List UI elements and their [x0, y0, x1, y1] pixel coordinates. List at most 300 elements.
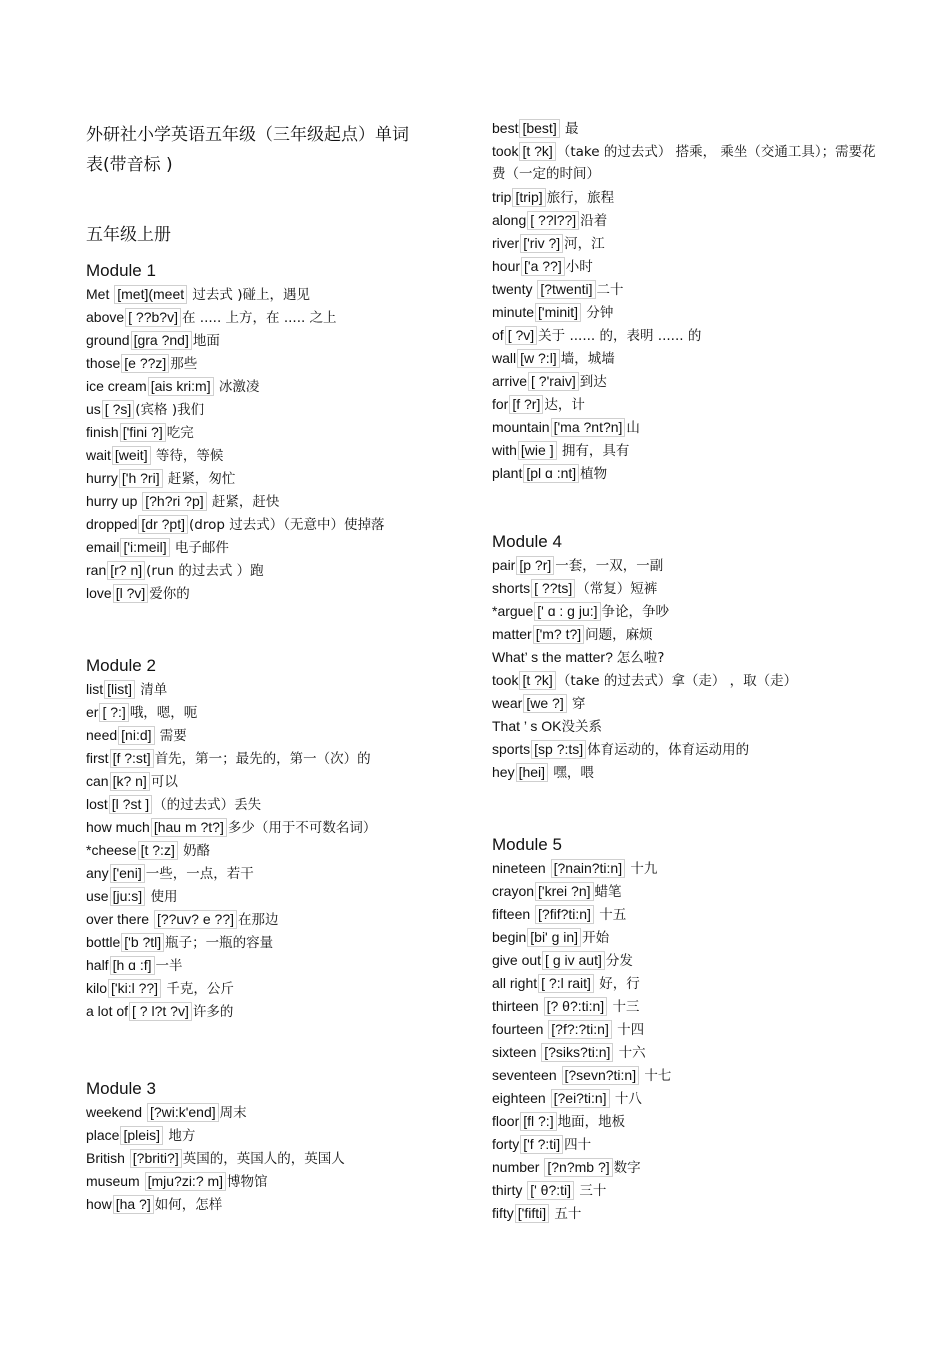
entry-meaning: 十五: [594, 907, 627, 923]
entry-phonetic: [?briti?]: [130, 1149, 182, 1168]
entry-phonetic: ['i:meil]: [120, 538, 169, 557]
entry-meaning: 怎么啦?: [616, 650, 665, 666]
entry-word: arrive: [492, 373, 528, 389]
entry-meaning: 四十: [564, 1137, 592, 1153]
entry-meaning: 河，江: [564, 236, 605, 252]
entry-word: give out: [492, 952, 542, 968]
vocab-entry: [86, 445, 466, 466]
vocab-entry: [86, 514, 466, 535]
entry-meaning: 瓶子；一瓶的容量: [165, 935, 274, 951]
entry-word: thirteen: [492, 998, 543, 1014]
entry-meaning: 过去式 )碰上，遇见: [188, 287, 310, 303]
vocab-entry: [492, 463, 882, 484]
vocab-entry: [86, 771, 466, 792]
entry-phonetic: [?h?ri ?p]: [142, 492, 206, 511]
vocab-list: [492, 858, 882, 1224]
vocab-entry: [86, 955, 466, 976]
entry-meaning: （take 的过去式）拿（走） ，取（走）: [556, 673, 798, 689]
entry-word: for: [492, 396, 509, 412]
entry-meaning: 清单: [136, 682, 168, 698]
vocab-entry: [492, 371, 882, 392]
entry-phonetic: [ ? l?t ?v]: [129, 1002, 192, 1021]
entry-phonetic: [r? n]: [107, 561, 145, 580]
entry-word: how much: [86, 819, 150, 835]
entry-phonetic: [weit]: [112, 446, 151, 465]
entry-phonetic: [ ?'raiv]: [528, 372, 579, 391]
vocab-entry: [492, 1019, 882, 1040]
vocab-entry: [492, 904, 882, 925]
module-heading: Module 1: [86, 261, 156, 280]
vocab-entry: [86, 468, 466, 489]
entry-word: ground: [86, 332, 130, 348]
entry-phonetic: [list]: [104, 680, 135, 699]
vocab-entry: [86, 1125, 466, 1146]
entry-phonetic: ['h ?ri]: [119, 469, 163, 488]
vocab-entry: [86, 330, 466, 351]
entry-phonetic: [mju?zi:? m]: [145, 1172, 226, 1191]
entry-phonetic: ['m? t?]: [533, 625, 584, 644]
module-3-continued: [492, 118, 882, 486]
entry-phonetic: ['f ?:ti]: [520, 1135, 563, 1154]
vocab-entry: [492, 348, 882, 369]
entry-meaning: 旅行，旅程: [546, 190, 615, 206]
entry-meaning: 使用: [146, 889, 178, 905]
entry-meaning: 可以: [150, 774, 178, 790]
entry-word: us: [86, 401, 101, 417]
vocab-entry: [492, 578, 882, 599]
entry-word: nineteen: [492, 860, 550, 876]
entry-word: along: [492, 212, 527, 228]
entry-meaning: 沿着: [580, 213, 608, 229]
entry-meaning: 周末: [219, 1105, 247, 1121]
vocab-entry: [492, 1157, 882, 1178]
vocab-entry: [492, 881, 882, 902]
entry-phonetic: ['krei ?n]: [535, 882, 593, 901]
entry-word: number: [492, 1159, 544, 1175]
entry-meaning: (run 的过去式 ）跑: [146, 563, 264, 579]
entry-phonetic: [hau m ?t?]: [151, 818, 227, 837]
entry-word: mountain: [492, 419, 550, 435]
vocab-entry: [86, 1194, 466, 1215]
entry-meaning: 电子邮件: [170, 540, 229, 556]
module-3: [86, 1078, 466, 1217]
entry-meaning: 到达: [579, 374, 607, 390]
vocab-entry: [492, 858, 882, 879]
vocab-entry: [492, 716, 882, 737]
vocab-entry: [492, 1088, 882, 1109]
vocab-entry: [492, 1065, 882, 1086]
vocab-entry: [492, 670, 882, 691]
vocab-entry: [86, 794, 466, 815]
vocab-entry: [492, 762, 882, 783]
entry-phonetic: [ais kri:m]: [148, 377, 214, 396]
entry-phonetic: [ ?v]: [505, 326, 537, 345]
vocab-entry: [492, 417, 882, 438]
vocab-entry: [492, 279, 882, 300]
vocab-entry: [86, 1171, 466, 1192]
entry-meaning: （take 的过去式） 搭乘， 乘坐（交通工具）；需要花费（一定的时间）: [492, 144, 876, 182]
vocab-entry: [86, 702, 466, 723]
entry-word: er: [86, 704, 99, 720]
entry-phonetic: [?n?mb ?]: [544, 1158, 612, 1177]
entry-phonetic: [pl ɑ :nt]: [523, 464, 579, 483]
grade-subtitle: 五年级上册: [86, 225, 171, 245]
entry-phonetic: [?fif?ti:n]: [535, 905, 594, 924]
vocab-entry: [492, 1203, 882, 1224]
entry-phonetic: [pleis]: [120, 1126, 163, 1145]
module-1: [86, 260, 466, 606]
vocab-entry: [492, 624, 882, 645]
vocab-entry: [86, 978, 466, 999]
entry-phonetic: [f ?r]: [509, 395, 543, 414]
entry-word: ice cream: [86, 378, 147, 394]
entry-phonetic: [' ɑ : g ju:]: [534, 602, 600, 621]
entry-phonetic: [?sevn?ti:n]: [562, 1066, 640, 1085]
vocab-entry: [492, 118, 882, 139]
entry-phonetic: [ ??b?v]: [125, 308, 181, 327]
entry-meaning: 关于 ...... 的，表明 ...... 的: [538, 328, 702, 344]
entry-phonetic: [fl ?:]: [520, 1112, 556, 1131]
entry-phonetic: [best]: [519, 119, 559, 138]
entry-meaning: 爱你的: [149, 586, 190, 602]
entry-meaning: 分钟: [582, 305, 614, 321]
entry-word: *argue: [492, 603, 534, 619]
vocab-entry: [492, 256, 882, 277]
entry-word: love: [86, 585, 112, 601]
entry-word: all right: [492, 975, 538, 991]
entry-word: river: [492, 235, 520, 251]
entry-meaning: 体育运动的，体育运动用的: [587, 742, 750, 758]
entry-meaning: 奶酪: [178, 843, 211, 859]
module-4: [492, 531, 882, 785]
vocab-entry: [492, 927, 882, 948]
entry-phonetic: [ju:s]: [110, 887, 146, 906]
entry-word: a lot of: [86, 1003, 129, 1019]
entry-phonetic: ['riv ?]: [520, 234, 563, 253]
entry-meaning: 那些: [170, 356, 198, 372]
entry-word: fourteen: [492, 1021, 548, 1037]
vocab-list: [492, 118, 882, 484]
entry-word: trip: [492, 189, 512, 205]
entry-word: wall: [492, 350, 517, 366]
entry-meaning: 赶紧，赶快: [207, 494, 280, 510]
vocab-list: [86, 284, 466, 604]
vocab-entry: [86, 376, 466, 397]
entry-word: floor: [492, 1113, 520, 1129]
entry-meaning: 等待，等候: [151, 448, 224, 464]
vocab-entry: [86, 909, 466, 930]
entry-phonetic: [' θ?:ti]: [527, 1181, 574, 1200]
vocab-entry: [492, 996, 882, 1017]
vocab-entry: [492, 210, 882, 231]
vocab-entry: [492, 187, 882, 208]
entry-word: how: [86, 1196, 112, 1212]
entry-meaning: 嘿，喂: [549, 765, 594, 781]
entry-meaning: (宾格 )我们: [135, 402, 205, 418]
vocab-entry: [86, 1001, 466, 1022]
entry-meaning: 一些，一点，若干: [145, 866, 254, 882]
entry-meaning: 十七: [640, 1068, 672, 1084]
vocab-entry: [86, 817, 466, 838]
entry-phonetic: ['fifti]: [515, 1204, 549, 1223]
entry-meaning: 十八: [610, 1091, 642, 1107]
vocab-entry: [492, 394, 882, 415]
entry-meaning: 二十: [596, 282, 624, 298]
entry-phonetic: [?f?:?ti:n]: [548, 1020, 612, 1039]
entry-meaning: 吃完: [166, 425, 194, 441]
vocab-entry: [86, 1148, 466, 1169]
entry-meaning: 哦，嗯，呃: [129, 705, 198, 721]
entry-meaning: 分发: [605, 953, 633, 969]
entry-meaning: 十九: [626, 861, 658, 877]
vocab-entry: [492, 440, 882, 461]
entry-meaning: 最: [560, 121, 579, 137]
vocab-entry: [492, 973, 882, 994]
entry-word: eighteen: [492, 1090, 550, 1106]
entry-meaning: 五十: [550, 1206, 582, 1222]
entry-word: That ’ s OK: [492, 718, 562, 734]
vocab-entry: [492, 233, 882, 254]
vocab-entry: [492, 950, 882, 971]
entry-word: *cheese: [86, 842, 137, 858]
entry-phonetic: [t ?k]: [519, 142, 555, 161]
entry-meaning: 一半: [155, 958, 183, 974]
vocab-entry: [492, 693, 882, 714]
entry-word: weekend: [86, 1104, 146, 1120]
entry-word: thirty: [492, 1182, 527, 1198]
entry-word: kilo: [86, 980, 108, 996]
entry-word: need: [86, 727, 118, 743]
vocab-entry: [86, 307, 466, 328]
entry-word: seventeen: [492, 1067, 561, 1083]
entry-phonetic: [k? n]: [110, 772, 150, 791]
vocab-list: [86, 679, 466, 1022]
entry-word: half: [86, 957, 109, 973]
entry-meaning: 千克，公斤: [162, 981, 234, 997]
vocab-entry: [86, 863, 466, 884]
entry-meaning: 首先，第一；最先的，第一（次）的: [154, 751, 371, 767]
entry-phonetic: ['b ?tl]: [121, 933, 164, 952]
entry-word: took: [492, 143, 519, 159]
module-heading: Module 3: [86, 1079, 156, 1098]
entry-word: took: [492, 672, 519, 688]
vocab-entry: [492, 739, 882, 760]
entry-word: can: [86, 773, 109, 789]
module-2: [86, 655, 466, 1024]
entry-phonetic: [ha ?]: [113, 1195, 154, 1214]
vocab-entry: [86, 583, 466, 604]
entry-word: British: [86, 1150, 129, 1166]
entry-word: Met: [86, 286, 114, 302]
module-heading: Module 5: [492, 835, 562, 854]
entry-meaning: 开始: [582, 930, 610, 946]
vocab-entry: [86, 840, 466, 861]
vocab-entry: [86, 886, 466, 907]
entry-word: any: [86, 865, 109, 881]
entry-meaning: 十四: [612, 1022, 645, 1038]
entry-word: lost: [86, 796, 108, 812]
entry-meaning: 穿: [567, 696, 586, 712]
entry-meaning: 蜡笔: [594, 884, 622, 900]
entry-word: ran: [86, 562, 107, 578]
vocab-entry: [492, 555, 882, 576]
entry-word: of: [492, 327, 504, 343]
entry-phonetic: [l ?st ]: [109, 795, 152, 814]
entry-phonetic: [h ɑ :f]: [110, 956, 155, 975]
entry-phonetic: [met](meet: [114, 285, 187, 304]
entry-word: hurry up: [86, 493, 142, 509]
entry-meaning: 小时: [565, 259, 593, 275]
entry-meaning: 英国的，英国人的，英国人: [182, 1151, 345, 1167]
entry-meaning: 需要: [155, 728, 187, 744]
entry-meaning: (drop 过去式）（无意中）使掉落: [188, 517, 385, 533]
entry-word: hey: [492, 764, 515, 780]
entry-word: over there: [86, 911, 153, 927]
entry-word: begin: [492, 929, 527, 945]
entry-phonetic: [hei]: [516, 763, 548, 782]
vocab-entry: [492, 1180, 882, 1201]
entry-word: sports: [492, 741, 531, 757]
entry-meaning: 地面: [192, 333, 220, 349]
vocab-entry: [86, 748, 466, 769]
vocab-entry: [86, 491, 466, 512]
entry-phonetic: [l ?v]: [113, 584, 149, 603]
entry-phonetic: [f ?:st]: [110, 749, 154, 768]
entry-phonetic: [ ??l??]: [527, 211, 579, 230]
entry-word: best: [492, 120, 519, 136]
entry-meaning: 十三: [608, 999, 640, 1015]
vocab-entry: [492, 302, 882, 323]
entry-phonetic: [??uv? e ??]: [154, 910, 237, 929]
entry-meaning: 一套，一双，一副: [555, 558, 664, 574]
vocab-entry: [86, 284, 466, 305]
vocab-entry: [86, 725, 466, 746]
vocab-entry: [86, 399, 466, 420]
entry-word: hurry: [86, 470, 118, 486]
entry-word: plant: [492, 465, 523, 481]
entry-word: forty: [492, 1136, 520, 1152]
vocab-list: [492, 555, 882, 783]
entry-phonetic: [bi' ɡ in]: [527, 928, 581, 947]
entry-meaning: 地面，地板: [557, 1114, 626, 1130]
entry-meaning: 地方: [164, 1128, 196, 1144]
entry-meaning: 植物: [580, 466, 608, 482]
vocab-entry: [86, 560, 466, 581]
entry-meaning: 在那边: [238, 912, 279, 928]
entry-meaning: 如何，怎样: [154, 1197, 223, 1213]
entry-phonetic: ['a ??]: [521, 257, 565, 276]
vocab-entry: [86, 932, 466, 953]
entry-meaning: 在 ..... 上方，在 ..... 之上: [181, 310, 337, 326]
entry-phonetic: ['fini ?]: [120, 423, 166, 442]
entry-word: hour: [492, 258, 521, 274]
entry-meaning: 数字: [613, 1160, 641, 1176]
entry-phonetic: [?wi:k'end]: [147, 1103, 219, 1122]
entry-phonetic: [ ɡ iv aut]: [542, 951, 605, 970]
entry-meaning: 许多的: [192, 1004, 234, 1020]
entry-word: with: [492, 442, 517, 458]
entry-phonetic: [t ?k]: [519, 671, 555, 690]
entry-phonetic: [ni:d]: [118, 726, 154, 745]
entry-meaning: 山: [626, 420, 640, 436]
entry-phonetic: ['ma ?nt?n]: [551, 418, 626, 437]
entry-phonetic: [wie ]: [518, 441, 557, 460]
entry-meaning: 拥有，具有: [557, 443, 630, 459]
vocab-list: [86, 1102, 466, 1215]
entry-phonetic: [t ?:z]: [138, 841, 178, 860]
module-heading: Module 4: [492, 532, 562, 551]
entry-word: pair: [492, 557, 516, 573]
entry-phonetic: [?ei?ti:n]: [551, 1089, 610, 1108]
entry-meaning: 冰激凌: [214, 379, 260, 395]
entry-meaning: 好，行: [594, 976, 640, 992]
vocab-entry: [492, 601, 882, 622]
entry-phonetic: ['minit]: [535, 303, 581, 322]
entry-meaning: 达，计: [544, 397, 585, 413]
entry-word: matter: [492, 626, 532, 642]
entry-phonetic: ['ki:l ??]: [108, 979, 161, 998]
entry-phonetic: [?twenti]: [537, 280, 595, 299]
entry-phonetic: [e ??z]: [121, 354, 169, 373]
entry-meaning: （常复）短裤: [576, 581, 658, 597]
entry-meaning: 赶紧，匆忙: [163, 471, 236, 487]
entry-phonetic: [sp ?:ts]: [531, 740, 586, 759]
vocab-entry: [86, 353, 466, 374]
vocab-entry: [86, 1102, 466, 1123]
entry-word: fifteen: [492, 906, 535, 922]
entry-meaning: 博物馆: [227, 1174, 268, 1190]
entry-phonetic: [we ?]: [523, 694, 566, 713]
entry-phonetic: [dr ?pt]: [138, 515, 188, 534]
entry-meaning: 墙，城墙: [560, 351, 615, 367]
entry-word: twenty: [492, 281, 537, 297]
entry-word: list: [86, 681, 104, 697]
entry-phonetic: [p ?r]: [516, 556, 554, 575]
module-heading: Module 2: [86, 656, 156, 675]
entry-word: email: [86, 539, 120, 555]
entry-meaning: 没关系: [561, 719, 603, 735]
vocab-entry: [492, 1042, 882, 1063]
vocab-entry: [492, 141, 882, 185]
entry-word: museum: [86, 1173, 144, 1189]
entry-phonetic: [? θ?:ti:n]: [544, 997, 608, 1016]
entry-meaning: 三十: [575, 1183, 607, 1199]
vocab-entry: [492, 1111, 882, 1132]
entry-word: wear: [492, 695, 523, 711]
entry-word: above: [86, 309, 125, 325]
entry-word: sixteen: [492, 1044, 541, 1060]
entry-meaning: 多少（用于不可数名词）: [227, 820, 377, 836]
entry-meaning: 争论，争吵: [601, 604, 670, 620]
entry-word: place: [86, 1127, 120, 1143]
entry-phonetic: [ ??ts]: [531, 579, 575, 598]
entry-word: bottle: [86, 934, 121, 950]
entry-word: those: [86, 355, 121, 371]
vocab-entry: [492, 325, 882, 346]
entry-phonetic: [ ?s]: [102, 400, 134, 419]
entry-word: shorts: [492, 580, 531, 596]
entry-phonetic: [ ?:]: [99, 703, 128, 722]
entry-phonetic: [ ?:l rait]: [538, 974, 594, 993]
entry-phonetic: ['eni]: [110, 864, 145, 883]
entry-meaning: （的过去式）丢失: [153, 797, 262, 813]
entry-word: crayon: [492, 883, 535, 899]
entry-word: fifty: [492, 1205, 514, 1221]
entry-phonetic: [trip]: [512, 188, 545, 207]
entry-phonetic: [w ?:l]: [517, 349, 560, 368]
vocab-entry: [492, 647, 882, 668]
vocab-entry: [86, 537, 466, 558]
